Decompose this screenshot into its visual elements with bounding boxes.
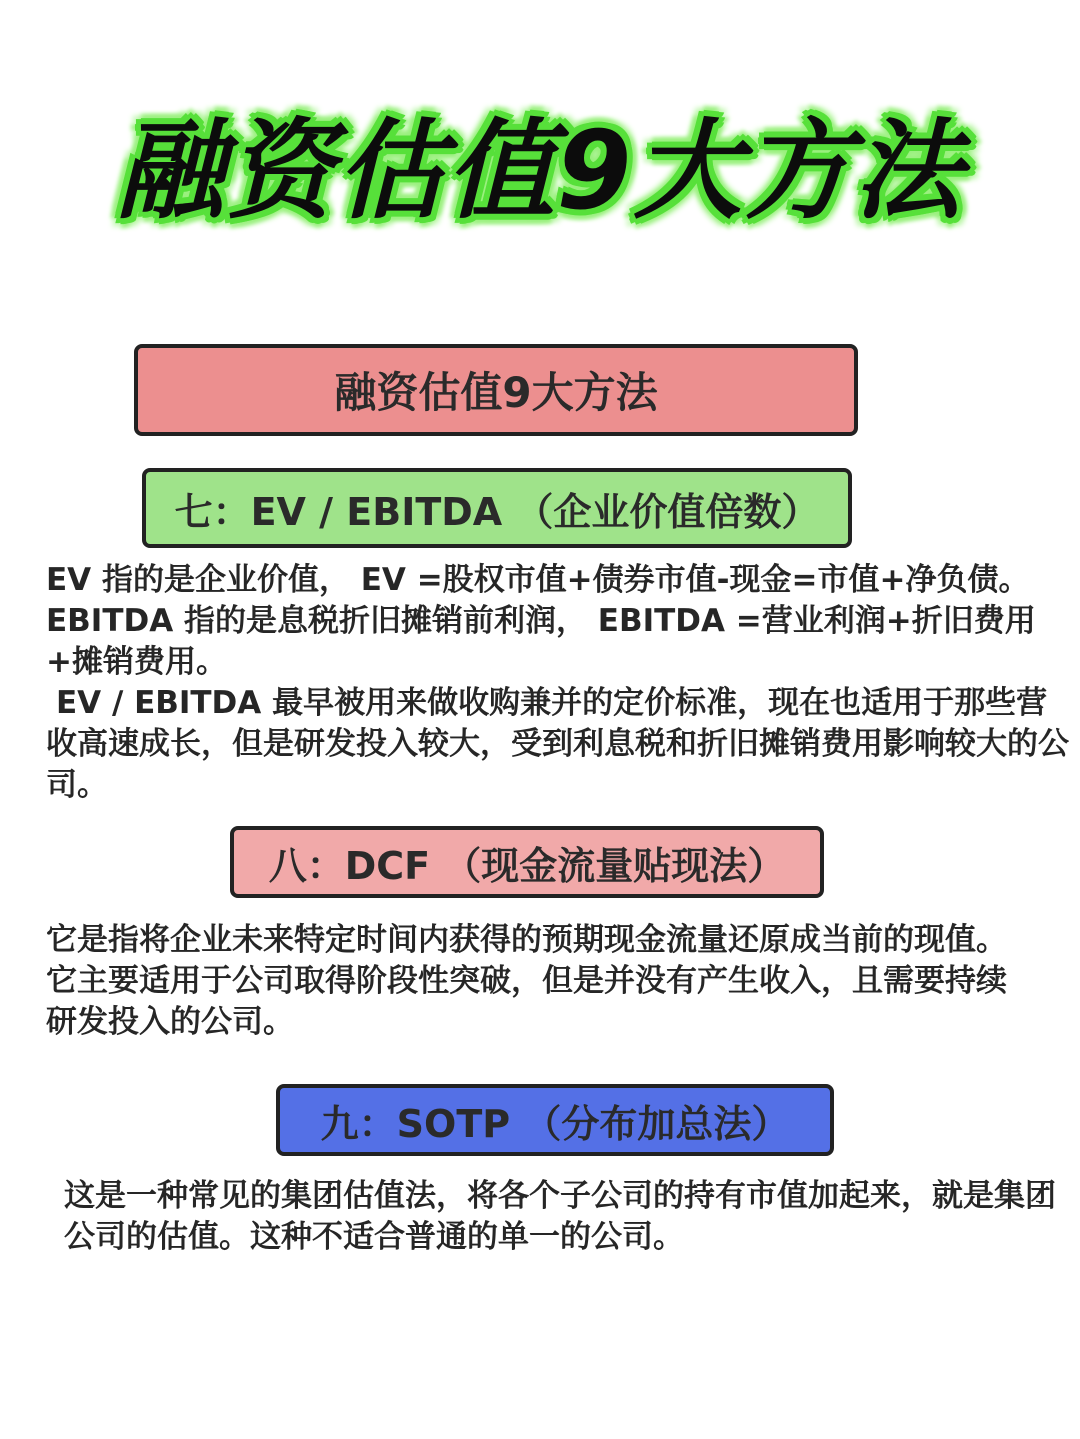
section-title-label: 融资估值9大方法 [334,368,658,417]
section-title-box [134,344,858,436]
method-eight-heading-box [230,826,824,898]
main-title: 融资估值9大方法 [116,109,964,234]
method-seven-usage: EV / EBITDA 最早被用来做收购兼并的定价标准，现在也适用于那些营收高速成长，但是研发投入较大，受到利息税和折旧摊销费用影响较大的公司。 [46,685,1069,803]
method-nine-heading-box [276,1084,834,1156]
method-nine-heading: 九：SOTP （分布加总法） [320,1101,790,1146]
method-nine-description: 这是一种常见的集团估值法，将各个子公司的持有市值加起来，就是集团公司的估值。这种不适合普通的单一的公司。 [64,1178,1056,1255]
method-seven-definition: EV 指的是企业价值， EV =股权市值+债券市值-现金=市值+净负债。 EBITDA 指的是息税折旧摊销前利润， EBITDA =营业利润+折旧费用+摊销费用。 [46,562,1036,680]
method-seven-heading-box [142,468,852,548]
method-seven-heading: 七：EV / EBITDA （企业价值倍数） [174,489,820,534]
method-eight-description: 它是指将企业未来特定时间内获得的预期现金流量还原成当前的现值。它主要适用于公司取得阶段性突破，但是并没有产生收入，且需要持续研发投入的公司。 [46,922,1007,1040]
method-eight-heading: 八：DCF （现金流量贴现法） [268,843,786,888]
